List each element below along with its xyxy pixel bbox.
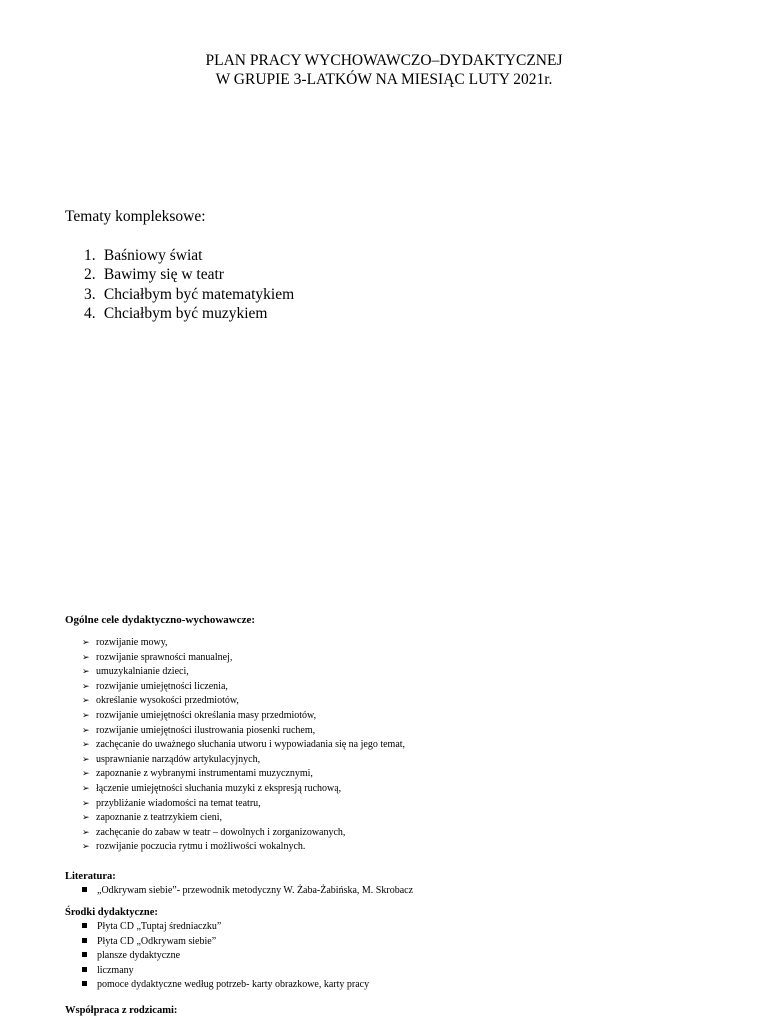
goal-text: przybliżanie wiadomości na temat teatru,: [96, 797, 261, 809]
goal-item: [82, 651, 405, 666]
goal-item: [82, 767, 405, 782]
arrow-bullet-icon: ➢: [82, 710, 90, 721]
theme-text: Chciałbym być muzykiem: [103, 304, 268, 322]
document-title: [0, 51, 768, 89]
arrow-bullet-icon: ➢: [82, 783, 90, 794]
list-item: [82, 935, 369, 950]
goal-text: rozwijanie sprawności manualnej,: [96, 651, 233, 663]
arrow-bullet-icon: ➢: [82, 798, 90, 809]
list-item: [82, 978, 369, 993]
goal-text: zachęcanie do zabaw w teatr – dowolnych i zorganizowanych,: [96, 826, 346, 838]
square-bullet-icon: [82, 923, 87, 928]
list-item-text: Płyta CD „Tuptaj średniaczku”: [97, 921, 222, 932]
parents-cooperation-heading: Współpraca z rodzicami:: [65, 1005, 178, 1016]
goal-item: [82, 636, 405, 651]
arrow-bullet-icon: ➢: [82, 725, 90, 736]
goal-item: [82, 782, 405, 797]
square-bullet-icon: [82, 887, 87, 892]
arrow-bullet-icon: ➢: [82, 827, 90, 838]
goal-text: usprawnianie narządów artykulacyjnych,: [96, 753, 261, 765]
goal-item: [82, 826, 405, 841]
goal-text: zapoznanie z teatrzykiem cieni,: [96, 812, 223, 824]
theme-item: [84, 304, 294, 323]
goal-text: zapoznanie z wybranymi instrumentami muzycznymi,: [96, 768, 313, 780]
arrow-bullet-icon: ➢: [82, 740, 90, 751]
list-item: [82, 964, 369, 979]
theme-number: 3.: [84, 285, 96, 303]
arrow-bullet-icon: ➢: [82, 842, 90, 853]
goal-item: [82, 724, 405, 739]
goal-item: [82, 694, 405, 709]
themes-list: [84, 246, 294, 323]
goal-item: [82, 680, 405, 695]
arrow-bullet-icon: ➢: [82, 667, 90, 678]
square-bullet-icon: [82, 967, 87, 972]
theme-text: Bawimy się w teatr: [103, 266, 224, 284]
themes-heading: Tematy kompleksowe:: [65, 208, 206, 225]
goal-text: rozwijanie umiejętności określania masy przedmiotów,: [96, 709, 317, 721]
goal-text: rozwijanie mowy,: [96, 637, 168, 648]
title-line-1: PLAN PRACY WYCHOWAWCZO–DYDAKTYCZNEJ: [205, 52, 563, 69]
theme-number: 1.: [84, 247, 96, 264]
goal-text: łączenie umiejętności słuchania muzyki z ekspresją ruchową,: [96, 782, 342, 794]
theme-item: [84, 265, 294, 284]
list-item: [82, 920, 369, 935]
goal-text: rozwijanie umiejętności liczenia,: [96, 680, 228, 692]
goal-item: [82, 738, 405, 753]
theme-number: 4.: [84, 304, 96, 322]
goal-item: [82, 811, 405, 826]
theme-item: [84, 246, 294, 265]
arrow-bullet-icon: ➢: [82, 638, 90, 648]
goal-item: [82, 797, 405, 812]
square-bullet-icon: [82, 981, 87, 986]
goal-item: [82, 665, 405, 680]
square-bullet-icon: [82, 952, 87, 957]
list-item-text: plansze dydaktyczne: [97, 950, 181, 961]
goal-text: zachęcanie do uważnego słuchania utworu i wypowiadania się na jego temat,: [96, 739, 406, 751]
goal-text: umuzykalnianie dzieci,: [96, 666, 189, 678]
didactic-means-list: [82, 920, 369, 993]
arrow-bullet-icon: ➢: [82, 696, 90, 707]
literature-heading: Literatura:: [65, 871, 116, 882]
list-item: [82, 949, 369, 964]
list-item-text: pomoce dydaktyczne według potrzeb- karty obrazkowe, karty pracy: [97, 979, 370, 990]
goals-list: [82, 636, 405, 855]
arrow-bullet-icon: ➢: [82, 652, 90, 663]
goal-text: rozwijanie umiejętności ilustrowania piosenki ruchem,: [96, 724, 316, 736]
goal-item: [82, 709, 405, 724]
title-line-2: W GRUPIE 3-LATKÓW NA MIESIĄC LUTY 2021r.: [215, 71, 553, 88]
goal-item: [82, 840, 405, 855]
arrow-bullet-icon: ➢: [82, 769, 90, 780]
list-item-text: Płyta CD „Odkrywam siebie”: [97, 935, 217, 947]
goal-text: rozwijanie poczucia rytmu i możliwości wokalnych.: [96, 841, 306, 853]
theme-text: Chciałbym być matematykiem: [103, 285, 295, 303]
theme-text: Baśniowy świat: [103, 247, 203, 264]
goal-text: określanie wysokości przedmiotów,: [96, 695, 239, 707]
literature-list: [82, 884, 413, 899]
arrow-bullet-icon: ➢: [82, 813, 90, 824]
theme-item: [84, 285, 294, 304]
didactic-means-heading: Środki dydaktyczne:: [65, 907, 158, 918]
goal-item: [82, 753, 405, 768]
list-item: [82, 884, 413, 899]
list-item-text: „Odkrywam siebie”- przewodnik metodyczny W. Żaba-Żabińska, M. Skrobacz: [97, 885, 414, 896]
goals-heading: Ogólne cele dydaktyczno-wychowawcze:: [65, 614, 256, 626]
list-item-text: liczmany: [97, 964, 134, 976]
square-bullet-icon: [82, 938, 87, 943]
theme-number: 2.: [84, 266, 96, 284]
arrow-bullet-icon: ➢: [82, 681, 90, 692]
arrow-bullet-icon: ➢: [82, 754, 90, 765]
